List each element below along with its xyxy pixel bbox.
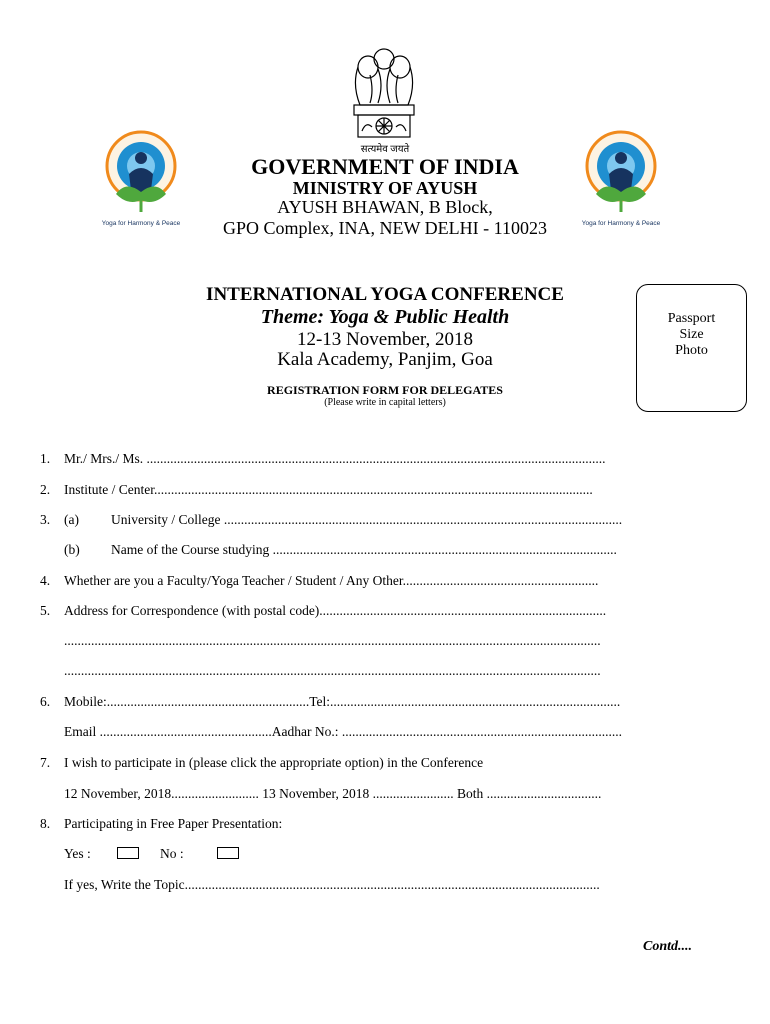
conference-theme: Theme: Yoga & Public Health [260,306,510,328]
item-number: 7. [40,755,51,770]
item-number: 3. [40,512,51,527]
item-number: 4. [40,573,51,588]
continued-label: Contd.... [643,939,693,954]
logo-tagline: Yoga for Harmony & Peace [581,220,661,227]
name-field[interactable]: Mr./ Mrs./ Ms. ........................................................................................................................................ [64,451,606,466]
mobile-tel-field[interactable]: Mobile:............................................................Tel:...................................................................................... [64,694,621,709]
government-heading: GOVERNMENT OF INDIA [251,154,519,179]
national-emblem-icon [340,45,428,145]
conference-venue: Kala Academy, Panjim, Goa [277,349,493,370]
item-number: 6. [40,694,51,709]
conference-dates: 12-13 November, 2018 [296,329,473,350]
no-label: No : [160,846,184,861]
item-number: 8. [40,816,51,831]
photo-label-2: Size [679,327,704,342]
university-field[interactable]: University / College ...................................................................................................................... [111,512,623,527]
topic-field[interactable]: If yes, Write the Topic........................................................................................................................... [64,877,600,892]
participation-options[interactable]: 12 November, 2018.......................... 13 November, 2018 ........................ Both .................................. [64,786,602,801]
photo-label-3: Photo [675,343,708,358]
photo-label-1: Passport [667,311,716,326]
address-field[interactable]: Address for Correspondence (with postal code)..................................................................................... [64,603,607,618]
logo-tagline: Yoga for Harmony & Peace [101,220,181,227]
email-aadhar-field[interactable]: Email ...................................................Aadhar No.: ................................................................................... [64,724,622,739]
paper-presentation-label: Participating in Free Paper Presentation: [64,816,283,831]
passport-photo-box[interactable] [636,284,747,412]
participation-label: I wish to participate in (please click the appropriate option) in the Conference [64,755,484,770]
address-field-line-3[interactable]: ............................................................................................................................................................... [64,663,601,678]
institute-field[interactable]: Institute / Center.................................................................................................................................. [64,482,593,497]
form-note: (Please write in capital letters) [324,397,446,408]
conference-title: INTERNATIONAL YOGA CONFERENCE [206,284,564,305]
address-line-2: GPO Complex, INA, NEW DELHI - 110023 [223,218,547,238]
sub-item-label: (b) [64,542,80,557]
ministry-heading: MINISTRY OF AYUSH [292,178,478,198]
address-field-line-2[interactable]: ............................................................................................................................................................... [64,633,601,648]
course-field[interactable]: Name of the Course studying ...................................................................................................... [111,542,617,557]
emblem-motto: सत्यमेव जयते [360,144,410,155]
no-checkbox[interactable] [217,844,239,860]
address-line-1: AYUSH BHAWAN, B Block, [277,197,493,217]
item-number: 2. [40,482,51,497]
sub-item-label: (a) [64,512,79,527]
yes-checkbox[interactable] [117,844,139,860]
item-number: 1. [40,451,51,466]
item-number: 5. [40,603,51,618]
yes-label: Yes : [64,846,91,861]
form-title: REGISTRATION FORM FOR DELEGATES [267,383,503,397]
category-field[interactable]: Whether are you a Faculty/Yoga Teacher / Student / Any Other.......................................................... [64,573,599,588]
